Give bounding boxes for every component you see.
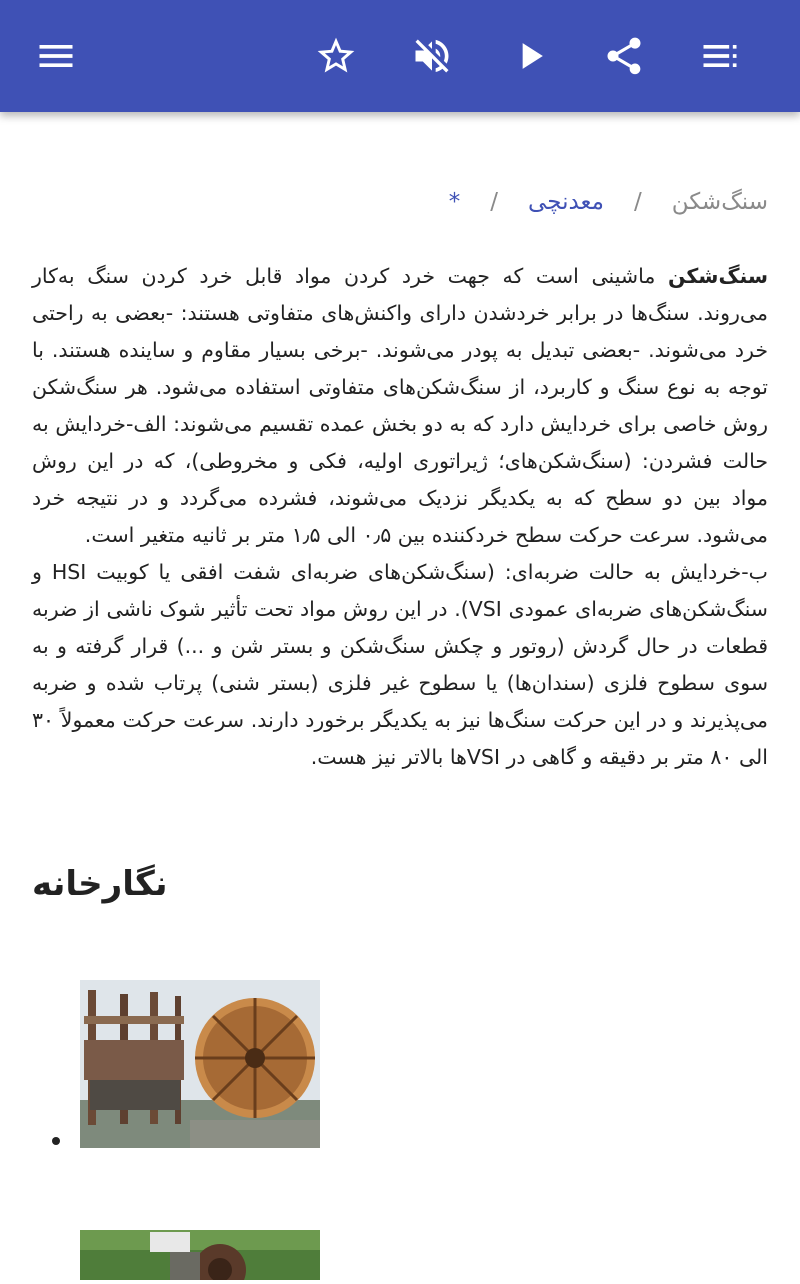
gallery-image-waterwheel-crusher[interactable] [80, 980, 320, 1148]
app-bar [0, 0, 800, 112]
list-bullet [52, 1137, 60, 1145]
mute-button[interactable] [404, 28, 460, 84]
flywheel-crusher-image [80, 1230, 320, 1280]
article-paragraph-2: ب-خردایش به حالت ضربه‌ای: (سنگ‌شکن‌های ضربه‌ای شفت افقی یا کوبیت HSI و سنگ‌شکن‌های ضربه‌ای عمودی VSI). در این روش مواد تحت تأثیر شوک ناشی از ضربه قطعات در حال گردش (روتور و چکش سنگ‌شکن و بستر شن و ...) قرار گرفته و به سوی سطوح فلزی (سندان‌ها) یا سطوح غیر فلزی (بستر شنی) پرتاب شده و ضربه می‌پذیرند و در این حرکت سنگ‌ها نیز به یکدیگر برخورد دارند. سرعت حرکت معمولاً ۳۰ الی ۸۰ متر بر دقیقه و گاهی در VSIها بالاتر نیز هست. [32, 560, 768, 769]
play-icon [508, 34, 552, 78]
page-content [0, 112, 800, 1280]
breadcrumb [32, 182, 768, 222]
article-term: سنگ‌شکن [667, 264, 768, 288]
breadcrumb-root-link[interactable]: * [448, 189, 461, 215]
share-button[interactable] [596, 28, 652, 84]
breadcrumb-separator: / [633, 189, 642, 215]
breadcrumb-current: سنگ‌شکن [671, 189, 768, 215]
star-icon [314, 34, 358, 78]
share-icon [602, 34, 646, 78]
gallery-image-flywheel-crusher[interactable] [80, 1230, 320, 1280]
menu-button[interactable] [28, 28, 84, 84]
breadcrumb-parent-link[interactable]: معدنچی [528, 189, 604, 215]
volume-off-icon [410, 34, 454, 78]
menu-icon [34, 34, 78, 78]
article-paragraph-1: ماشینی است که جهت خرد کردن مواد قابل خرد کردن سنگ به‌کار می‌روند. سنگ‌ها در برابر خردشدن دارای واکنش‌های متفاوتی هستند: -بعضی به راحتی خرد می‌شوند. -بعضی تبدیل به پودر می‌شوند. -برخی بسیار مقاوم و ساینده هستند. با توجه به نوع سنگ و کاربرد، از سنگ‌شکن‌های متفاوتی استفاده می‌شود. هر سنگ‌شکن روش خاصی برای خردایش دارد که به دو بخش عمده تقسیم می‌شوند: الف-خردایش به حالت فشردن: (سنگ‌شکن‌های؛ ژیراتوری اولیه، فکی و مخروطی)، که در این روش مواد بین دو سطح که به یکدیگر نزدیک می‌شوند، فشرده می‌گردد و در نتیجه خرد می‌شود. سرعت حرکت سطح خردکننده بین ۰٫۵ الی ۱٫۵ متر بر ثانیه متغیر است. [32, 264, 768, 547]
waterwheel-crusher-image [80, 980, 320, 1148]
table-of-contents-button[interactable] [692, 28, 748, 84]
list-icon [698, 34, 742, 78]
gallery-title: نگارخانه [32, 864, 168, 904]
article-body [32, 258, 768, 776]
play-button[interactable] [502, 28, 558, 84]
breadcrumb-separator: / [490, 189, 499, 215]
bookmark-button[interactable] [308, 28, 364, 84]
article-paragraph [32, 258, 768, 554]
